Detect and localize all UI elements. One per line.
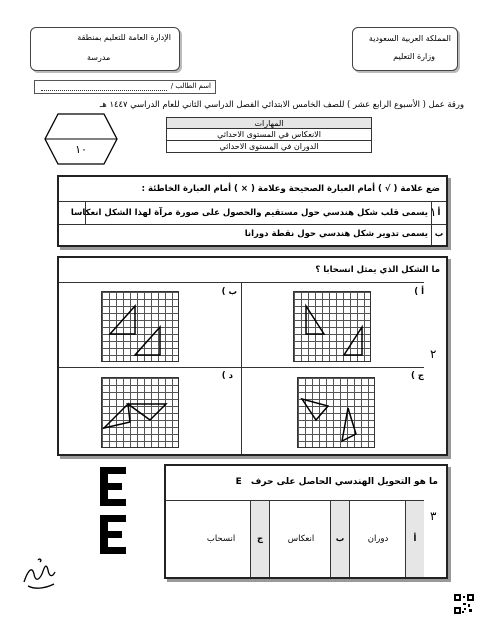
qr-code[interactable] <box>454 594 474 614</box>
q2-option-b-triangles <box>100 292 178 363</box>
grade-value: ١٠ <box>75 143 87 156</box>
q1-statement-a: يسمى قلب شكل هندسي حول مستقيم والحصول على صورة مرآة لهذا الشكل انعكاسا <box>70 208 428 218</box>
q2-option-c-triangles <box>296 378 374 449</box>
q2-option-a[interactable] <box>241 283 428 367</box>
q3-letter: E <box>235 477 242 487</box>
question3-block <box>164 464 448 579</box>
q2-option-d-triangles <box>100 378 178 449</box>
skill-item: الانعكاس في المستوى الاحداثي <box>166 129 372 141</box>
student-name-label: اسم الطالب / <box>170 82 211 90</box>
student-name-dots <box>41 90 167 91</box>
q3-choice-a-letter: أ <box>405 501 424 577</box>
q3-choices-row <box>166 500 424 577</box>
hexagon-shape <box>44 113 118 165</box>
q2-prompt: ما الشكل الذي يمثل انسحابا ؟ <box>315 265 440 275</box>
q2-option-d-label: د ) <box>221 371 233 381</box>
ministry-name: وزارة التعليم <box>393 52 435 61</box>
q1-instruction: ضع علامة ( √ ) أمام العبارة الصحيحة وعلامة ( × ) أمام العبارة الخاطئة : <box>141 184 440 194</box>
qr-code-icon <box>454 594 474 614</box>
header-left-box <box>30 27 180 71</box>
skill-item: الدوران في المستوى الاحداثي <box>166 141 372 153</box>
q2-option-c-label: ج ) <box>411 371 424 381</box>
question2-block <box>57 256 448 456</box>
q1-letter-b: ب <box>431 223 446 245</box>
q2-option-c-grid <box>297 377 375 448</box>
q3-number: ٣ <box>430 509 437 523</box>
student-name-field[interactable] <box>34 80 216 94</box>
q3-choice-a-text[interactable]: دوران <box>367 534 389 544</box>
skills-header: المهارات <box>166 117 372 129</box>
q3-choice-b-letter: ب <box>330 501 350 577</box>
q2-option-a-triangles <box>292 292 370 363</box>
q2-option-d[interactable] <box>59 367 241 457</box>
q1-row-b <box>59 223 446 245</box>
q2-option-b-label: ب ) <box>221 287 237 297</box>
letter-e-reflection-icon <box>96 463 130 559</box>
country-name: المملكة العربية السعودية <box>368 34 451 43</box>
q2-option-b[interactable] <box>59 283 241 367</box>
q3-choice-b-text[interactable]: انعكاس <box>287 534 315 544</box>
signature-mark <box>20 552 58 592</box>
q2-option-b-grid <box>101 291 179 362</box>
grade-hexagon <box>44 113 118 165</box>
q3-choice-c-letter: ج <box>250 501 270 577</box>
q2-option-d-grid <box>101 377 179 448</box>
signature <box>20 552 58 592</box>
q1-row-a <box>59 201 446 225</box>
worksheet-title: ورقة عمل ( الأسبوع الرابع عشر ) للصف الخامس الابتدائي الفصل الدراسي الثاني للعام الدراسي ١٤٤٧ هـ <box>99 99 464 109</box>
skills-table <box>166 117 372 153</box>
school-label: مدرسة <box>87 53 111 62</box>
q2-option-a-label: أ ) <box>414 287 424 297</box>
header-right-box <box>352 27 458 71</box>
q1-statement-b: يسمى تدوير شكل هندسي حول نقطة دورانا <box>244 229 428 239</box>
question1-block <box>57 175 448 247</box>
q1-letter-a: أ <box>431 202 446 224</box>
q3-prompt-text: ما هو التحويل الهندسي الحاصل على حرف <box>250 477 438 487</box>
q2-option-a-grid <box>293 291 371 362</box>
education-administration: الإدارة العامة للتعليم بمنطقة <box>77 33 171 42</box>
q1-answer-box-a[interactable] <box>59 202 86 224</box>
q2-number: ٢ <box>430 347 437 361</box>
q3-choice-c-text[interactable]: انسحاب <box>206 534 236 544</box>
q2-options-grid <box>59 282 424 454</box>
q1-number: ١ <box>430 205 437 219</box>
q2-option-c[interactable] <box>241 367 428 457</box>
letter-e-figure <box>96 463 130 559</box>
q3-prompt <box>236 477 438 487</box>
